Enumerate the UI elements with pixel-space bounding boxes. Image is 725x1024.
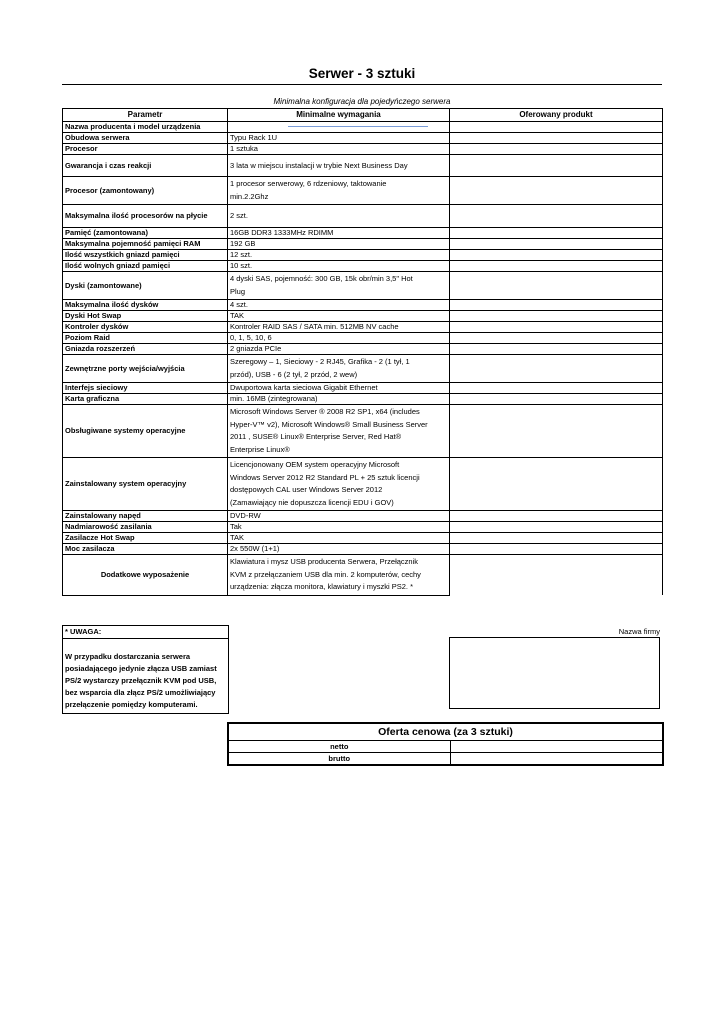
min-requirement: 10 szt.: [228, 261, 450, 272]
table-row: [63, 205, 663, 228]
requirement-line: Enterprise Linux®: [230, 444, 290, 454]
param-name: Karta graficzna: [63, 394, 228, 405]
offered-product-cell[interactable]: [450, 122, 663, 133]
page-subtitle: Minimalna konfiguracja dla pojedyńczego serwera: [273, 97, 451, 106]
min-requirement: Typu Rack 1U: [228, 133, 450, 144]
price-table: [227, 722, 664, 766]
param-name: Interfejs sieciowy: [63, 383, 228, 394]
price-title: Oferta cenowa (za 3 sztuki): [228, 723, 663, 741]
table-row: [63, 239, 663, 250]
param-name: Pamięć (zamontowana): [63, 228, 228, 239]
requirement-line: Szeregowy – 1, Sieciowy - 2 RJ45, Grafika - 2 (1 tył, 1: [230, 357, 410, 366]
offered-product-cell[interactable]: [450, 533, 663, 544]
param-name: Dodatkowe wyposażenie: [63, 555, 228, 596]
price-value-brutto[interactable]: [450, 753, 663, 766]
min-requirement: 12 szt.: [228, 250, 450, 261]
offered-product-cell[interactable]: [450, 544, 663, 555]
table-row: [63, 522, 663, 533]
min-requirement: [228, 122, 450, 133]
min-requirement: [228, 177, 450, 205]
param-name: Maksymalna pojemność pamięci RAM: [63, 239, 228, 250]
table-row: [63, 511, 663, 522]
table-row: [63, 333, 663, 344]
param-name: Procesor (zamontowany): [63, 177, 228, 205]
requirement-line: 4 dyski SAS, pojemność: 300 GB, 15k obr/min 3,5" Hot: [230, 274, 413, 283]
offered-product-cell[interactable]: [450, 205, 663, 228]
table-row: [63, 261, 663, 272]
requirement-line: 1 procesor serwerowy, 6 rdzeniowy, taktowanie: [230, 179, 387, 188]
requirement-line: KVM z przełączaniem USB dla min. 2 komputerów, cechy: [230, 569, 421, 579]
table-row: [63, 555, 663, 596]
offered-product-cell[interactable]: [450, 311, 663, 322]
min-requirement: 2x 550W (1+1): [228, 544, 450, 555]
param-name: Zasilacze Hot Swap: [63, 533, 228, 544]
warning-box: [62, 625, 229, 714]
offered-product-cell[interactable]: [450, 333, 663, 344]
price-label-netto: netto: [228, 741, 450, 753]
min-requirement: min. 16MB (zintegrowana): [228, 394, 450, 405]
offered-product-cell[interactable]: [450, 133, 663, 144]
offered-product-cell[interactable]: [450, 511, 663, 522]
offered-product-cell[interactable]: [450, 272, 663, 300]
min-requirement: 1 sztuka: [228, 144, 450, 155]
min-requirement: TAK: [228, 533, 450, 544]
table-row: [63, 383, 663, 394]
min-requirement: 16GB DDR3 1333MHz RDIMM: [228, 228, 450, 239]
price-label-brutto: brutto: [228, 753, 450, 766]
min-requirement: DVD-RW: [228, 511, 450, 522]
table-row: [63, 300, 663, 311]
offered-product-cell[interactable]: [450, 355, 663, 383]
price-value-netto[interactable]: [450, 741, 663, 753]
table-row: [63, 122, 663, 133]
requirement-line: Licencjonowany OEM system operacyjny Microsoft: [230, 460, 400, 469]
table-row: [63, 533, 663, 544]
offered-product-cell[interactable]: [450, 394, 663, 405]
param-name: Obsługiwane systemy operacyjne: [63, 405, 228, 458]
table-row: [63, 344, 663, 355]
spec-table-header: [63, 109, 663, 122]
param-name: Nadmiarowość zasilania: [63, 522, 228, 533]
min-requirement: 4 szt.: [228, 300, 450, 311]
price-row-brutto: [228, 753, 663, 766]
min-requirement: TAK: [228, 311, 450, 322]
table-row: [63, 250, 663, 261]
offered-product-cell[interactable]: [450, 555, 663, 596]
offered-product-cell[interactable]: [450, 322, 663, 333]
min-requirement: [228, 405, 450, 458]
min-requirement: [228, 555, 450, 596]
param-name: Procesor: [63, 144, 228, 155]
param-name: Ilość wolnych gniazd pamięci: [63, 261, 228, 272]
header-min-requirements: Minimalne wymagania: [228, 109, 450, 122]
table-row: [63, 272, 663, 300]
param-name: Nazwa producenta i model urządzenia: [63, 122, 228, 133]
requirement-line: Hyper-V™ v2), Microsoft Windows® Small Business Server: [230, 419, 428, 429]
header-parameter: Parametr: [63, 109, 228, 122]
min-requirement: 2 gniazda PCIe: [228, 344, 450, 355]
offered-product-cell[interactable]: [450, 300, 663, 311]
table-row: [63, 355, 663, 383]
requirement-line: Klawiatura i mysz USB producenta Serwera, Przełącznik: [230, 557, 418, 566]
table-row: [63, 177, 663, 205]
spec-table: [62, 108, 663, 596]
param-name: Gwarancja i czas reakcji: [63, 155, 228, 177]
price-row-netto: [228, 741, 663, 753]
table-row: [63, 458, 663, 511]
param-name: Zewnętrzne porty wejścia/wyjścia: [63, 355, 228, 383]
param-name: Zainstalowany napęd: [63, 511, 228, 522]
requirement-line: Microsoft Windows Server ® 2008 R2 SP1, x64 (includes: [230, 407, 420, 416]
requirement-line: min.2.2Ghz: [230, 191, 269, 201]
table-row: [63, 155, 663, 177]
param-name: Poziom Raid: [63, 333, 228, 344]
param-name: Dyski (zamontowane): [63, 272, 228, 300]
requirement-line: przód), USB - 6 (2 tył, 2 przód, 2 wew): [230, 369, 358, 379]
param-name: Gniazda rozszerzeń: [63, 344, 228, 355]
requirement-line: urządzenia: złącza monitora, klawiatury i myszki PS2. *: [230, 582, 413, 591]
min-requirement: Kontroler RAID SAS / SATA min. 512MB NV cache: [228, 322, 450, 333]
table-row: [63, 228, 663, 239]
requirement-line: Plug: [230, 286, 246, 296]
offered-product-cell[interactable]: [450, 155, 663, 177]
param-name: Dyski Hot Swap: [63, 311, 228, 322]
offered-product-cell[interactable]: [450, 144, 663, 155]
min-requirement: [228, 355, 450, 383]
offered-product-cell[interactable]: [450, 250, 663, 261]
firm-name-label: Nazwa firmy: [618, 627, 660, 636]
min-requirement: 3 lata w miejscu instalacji w trybie Next Business Day: [228, 155, 450, 177]
param-name: Obudowa serwera: [63, 133, 228, 144]
offered-product-cell[interactable]: [450, 261, 663, 272]
table-row: [63, 544, 663, 555]
offered-product-cell[interactable]: [450, 458, 663, 511]
table-row: [63, 144, 663, 155]
offered-product-cell[interactable]: [450, 344, 663, 355]
offered-product-cell[interactable]: [450, 239, 663, 250]
requirement-line: dostępowych CAL user Windows Server 2012: [230, 485, 383, 494]
min-requirement: [228, 272, 450, 300]
table-row: [63, 405, 663, 458]
param-name: Ilość wszystkich gniazd pamięci: [63, 250, 228, 261]
warning-title: * UWAGA:: [63, 626, 228, 639]
requirement-line: Windows Server 2012 R2 Standard PL + 25 sztuk licencji: [230, 472, 420, 482]
page-title: Serwer - 3 sztuki: [308, 66, 416, 81]
header-offered-product: Oferowany produkt: [450, 109, 663, 122]
min-requirement: Dwuportowa karta sieciowa Gigabit Ethernet: [228, 383, 450, 394]
param-name: Maksymalna ilość dysków: [63, 300, 228, 311]
warning-text: W przypadku dostarczania serwera posiadającego jedynie złącza USB zamiast PS/2 wystarczy przełącznik KVM pod USB, bez wsparcia dla złącz PS/2 umożliwiający przełączenie pomiędzy komputerami.: [65, 652, 217, 709]
requirement-line: (Zamawiający nie dopuszcza licencji EDU i GOV): [230, 497, 394, 507]
requirement-line: 2011 , SUSE® Linux® Enterprise Server, Red Hat®: [230, 432, 402, 441]
param-name: Kontroler dysków: [63, 322, 228, 333]
min-requirement: Tak: [228, 522, 450, 533]
title-rule: [62, 84, 662, 85]
firm-name-field[interactable]: [449, 637, 660, 709]
table-row: [63, 133, 663, 144]
min-requirement: 0, 1, 5, 10, 6: [228, 333, 450, 344]
param-name: Moc zasilacza: [63, 544, 228, 555]
offered-product-cell[interactable]: [450, 405, 663, 458]
min-requirement: 2 szt.: [228, 205, 450, 228]
min-requirement: [228, 458, 450, 511]
offered-product-cell[interactable]: [450, 228, 663, 239]
table-row: [63, 394, 663, 405]
min-requirement: 192 GB: [228, 239, 450, 250]
table-row: [63, 311, 663, 322]
param-name: Maksymalna ilość procesorów na płycie: [63, 205, 228, 228]
header-underline: [288, 126, 428, 127]
param-name: Zainstalowany system operacyjny: [63, 458, 228, 511]
offered-product-cell[interactable]: [450, 383, 663, 394]
offered-product-cell[interactable]: [450, 522, 663, 533]
offered-product-cell[interactable]: [450, 177, 663, 205]
table-row: [63, 322, 663, 333]
